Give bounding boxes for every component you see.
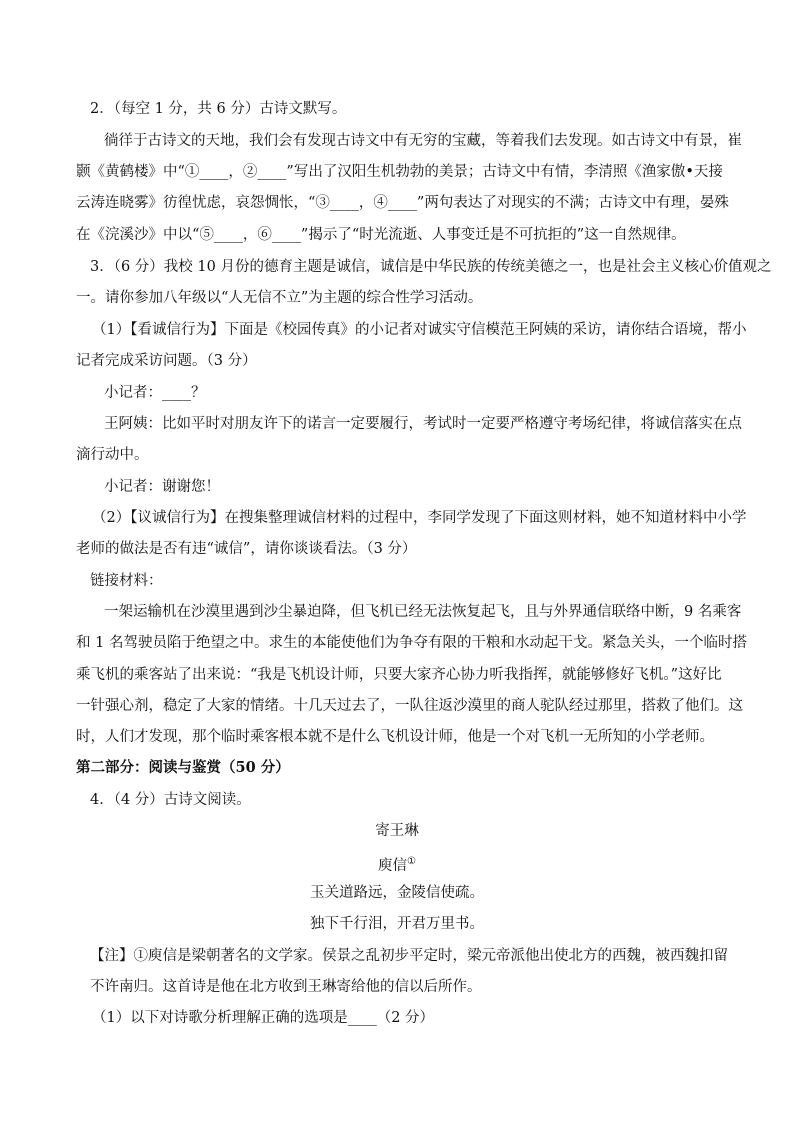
material-line-1: 一架运输机在沙漠里遇到沙尘暴迫降，但飞机已经无法恢复起飞，且与外界通信联络中断，9 名乘客 (104, 604, 742, 620)
q3-heading-2: 一。请你参加八年级以“人无信不立”为主题的综合性学习活动。 (76, 290, 483, 306)
q2-line-4: 在《浣溪沙》中以“⑤____，⑥____”揭示了“时光流逝、人事变迁是不可抗拒的”这一自然规律。 (76, 227, 686, 243)
poem-line-1: 玉关道路远，金陵信使疏。 (310, 885, 484, 901)
poem-author-name: 庾信 (378, 857, 408, 874)
q4-heading: 4．（4 分）古诗文阅读。 (90, 792, 251, 808)
material-line-3: 乘飞机的乘客站了出来说：“我是飞机设计师，只要大家齐心协力听我指挥，就能够修好飞机。”这好比 (76, 667, 722, 683)
part-two-heading: 第二部分：阅读与鉴赏（50 分） (76, 759, 290, 776)
q4-sub1: （1）以下对诗歌分析理解正确的选项是____（2 分） (92, 1010, 435, 1026)
poem-author (0, 852, 794, 876)
dialog-auntie-answer-1: 王阿姨：比如平时对朋友许下的诺言一定要履行，考试时一定要严格遵守考场纪律，将诚信落实在点 (104, 416, 742, 432)
poem-note-line-1: 【注】①庾信是梁朝著名的文学家。侯景之乱初步平定时，梁元帝派他出使北方的西魏，被西魏扣留 (90, 948, 728, 964)
dialog-auntie-answer-2: 滴行动中。 (76, 447, 149, 463)
material-line-2: 和 1 名驾驶员陷于绝望之中。求生的本能使他们为争夺有限的干粮和水动起干戈。紧急关头，一个临时搭 (76, 635, 747, 651)
q2-line-1: 徜徉于古诗文的天地，我们会有发现古诗文中有无穷的宝藏，等着我们去发现。如古诗文中有景，崔 (104, 133, 742, 149)
q2-heading: 2．（每空 1 分，共 6 分）古诗文默写。 (90, 101, 347, 117)
material-line-4: 一针强心剂，稳定了大家的情绪。十几天过去了，一队往返沙漠里的商人驼队经过那里，搭救了他们。这 (76, 698, 743, 714)
link-material-label: 链接材料： (90, 573, 163, 589)
dialog-reporter-question: 小记者：____？ (104, 385, 206, 401)
poem-line-2: 独下千行泪，开君万里书。 (310, 916, 484, 932)
q3-part1-line-2: 记者完成采访问题。（3 分） (76, 353, 257, 369)
dialog-reporter-thanks: 小记者：谢谢您！ (104, 479, 220, 495)
q3-heading-1: 3．（6 分）我校 10 月份的德育主题是诚信，诚信是中华民族的传统美德之一，也是社会主义核心价值观之 (90, 259, 772, 275)
q3-part2-line-2: 老师的做法是否有违“诚信”，请你谈谈看法。（3 分） (76, 541, 417, 557)
poem-title: 寄王琳 (375, 823, 419, 839)
q2-line-3: 云涛连晓雾》彷徨忧虑，哀怨惆怅，“③____，④____”两句表达了对现实的不满；古诗文中有理，晏殊 (76, 195, 729, 211)
author-note-mark: ① (407, 856, 416, 867)
poem-note-line-2: 不许南归。这首诗是他在北方收到王琳寄给他的信以后所作。 (90, 979, 482, 995)
q3-part1-line-1: （1）【看诚信行为】下面是《校园传真》的小记者对诚实守信模范王阿姨的采访，请你结合语境，帮小 (92, 322, 747, 338)
q2-line-2: 颢《黄鹤楼》中“①____，②____”写出了汉阳生机勃勃的美景；古诗文中有情，李清照《渔家傲•天接 (76, 164, 723, 180)
material-line-5: 时，人们才发现，那个临时乘客根本就不是什么飞机设计师，他是一个对飞机一无所知的小学老师。 (76, 729, 714, 745)
q3-part2-line-1: （2）【议诚信行为】在搜集整理诚信材料的过程中，李同学发现了下面这则材料，她不知道材料中小学 (92, 510, 747, 526)
